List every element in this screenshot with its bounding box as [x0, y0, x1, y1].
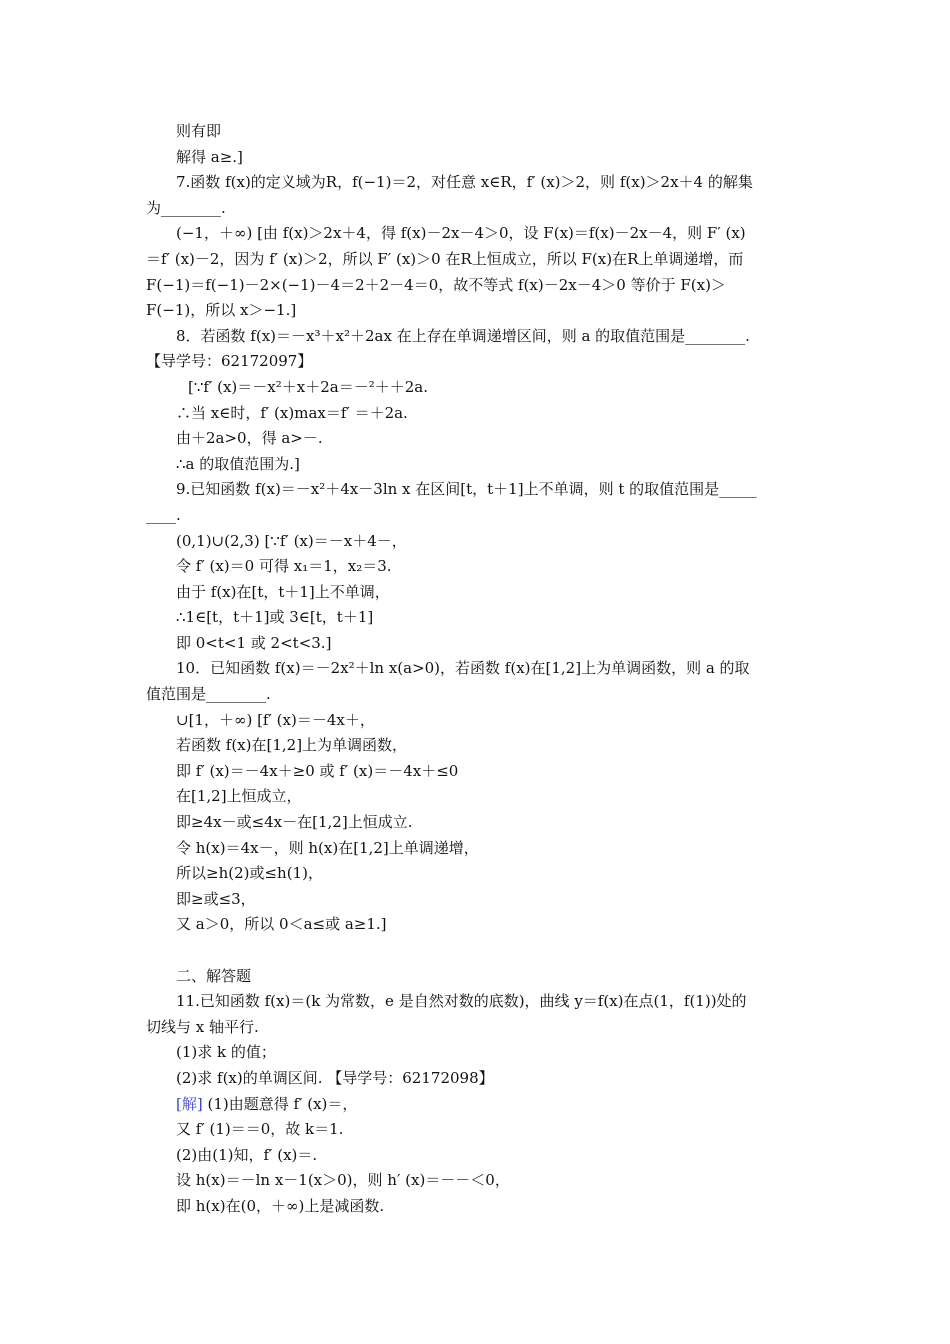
text-line: 由＋2a>0，得 a>－.	[176, 429, 323, 448]
answer-7: (−1，＋∞) [由 f(x)＞2x＋4，得 f(x)－2x－4＞0，设 F(x)＝f(x)－2x－4，则 F′ (x)	[176, 224, 746, 243]
text-line: ____.	[146, 505, 181, 524]
text-line: 令 f′ (x)＝0 可得 x₁＝1，x₂＝3.	[176, 557, 392, 576]
text-line: 设 h(x)＝－ln x－1(x＞0)，则 h′ (x)＝－－＜0，	[176, 1171, 510, 1190]
answer-8: [∵f′ (x)＝－x²＋x＋2a＝－²＋＋2a.	[188, 377, 428, 396]
text-line: (2)求 f(x)的单调区间. 【导学号：62172098】	[176, 1068, 494, 1087]
text-line: ＝f′ (x)－2，因为 f′ (x)＞2，所以 F′ (x)＞0 在R上恒成立，所以 F(x)在R上单调递增，而	[146, 249, 744, 268]
text-line: 在[1,2]上恒成立，	[176, 787, 302, 806]
question-7: 7.函数 f(x)的定义域为R，f(−1)＝2，对任意 x∈R，f′ (x)＞2，则 f(x)＞2x＋4 的解集	[176, 173, 753, 192]
solution-tag: [解]	[176, 1094, 203, 1113]
spacer	[146, 938, 810, 964]
text-line: ∴a 的取值范围为.]	[176, 454, 300, 473]
question-11: 11.已知函数 f(x)＝(k 为常数，e 是自然对数的底数)，曲线 y＝f(x)在点(1，f(1))处的	[176, 992, 747, 1011]
answer-9: (0,1)∪(2,3) [∵f′ (x)＝－x＋4－，	[176, 531, 407, 550]
text-line: 则有即	[176, 122, 222, 140]
document-content	[146, 119, 810, 1220]
guide-number: 【导学号：62172097】	[146, 352, 313, 371]
text-line: ∴当 x∈时，f′ (x)max＝f′ ＝＋2a.	[176, 403, 408, 422]
text-line: 即≥或≤3，	[176, 889, 256, 908]
solution-line	[146, 1092, 810, 1118]
question-8: 8．若函数 f(x)＝－x³＋x²＋2ax 在上存在单调递增区间，则 a 的取值范围是________.	[176, 326, 750, 345]
text-line: 即 0<t<1 或 2<t<3.]	[176, 633, 332, 652]
text-line: F(−1)＝f(−1)－2×(−1)－4＝2＋2－4＝0，故不等式 f(x)－2x－4＞0 等价于 F(x)＞	[146, 275, 726, 294]
text-line: ∴1∈[t，t＋1]或 3∈[t，t＋1]	[176, 608, 374, 627]
text-line: 由于 f(x)在[t，t＋1]上不单调，	[176, 582, 390, 601]
text-line: (1)求 k 的值；	[176, 1043, 276, 1062]
text-line: 令 h(x)＝4x－，则 h(x)在[1,2]上单调递增，	[176, 838, 479, 857]
question-9: 9.已知函数 f(x)＝－x²＋4x－3ln x 在区间[t，t＋1]上不单调，则 t 的取值范围是_____	[176, 480, 757, 499]
text-line: (2)由(1)知，f′ (x)＝.	[176, 1145, 318, 1164]
text-line: 解得 a≥.]	[176, 147, 243, 166]
text-line: 所以≥h(2)或≤h(1)，	[176, 864, 323, 883]
question-10: 10．已知函数 f(x)＝－2x²＋ln x(a>0)，若函数 f(x)在[1,2]上为单调函数，则 a 的取	[176, 659, 750, 678]
text-line: 即 f′ (x)＝－4x＋≥0 或 f′ (x)＝－4x＋≤0	[176, 761, 459, 780]
text-line: 若函数 f(x)在[1,2]上为单调函数，	[176, 736, 408, 755]
section-heading: 二、解答题	[176, 966, 252, 985]
text-line: F(−1)，所以 x＞−1.]	[146, 301, 297, 320]
text-line: 又 a＞0，所以 0＜a≤或 a≥1.]	[176, 915, 387, 934]
answer-10: ∪[1，＋∞) [f′ (x)＝－4x＋，	[176, 710, 375, 729]
solution-text: (1)由题意得 f′ (x)＝，	[207, 1094, 358, 1113]
text-line: 值范围是________.	[146, 685, 271, 704]
text-line: 为________.	[146, 198, 226, 217]
text-line: 即≥4x－或≤4x－在[1,2]上恒成立.	[176, 813, 413, 832]
text-line: 又 f′ (1)＝＝0，故 k＝1.	[176, 1120, 344, 1139]
text-line: 切线与 x 轴平行.	[146, 1017, 259, 1036]
text-line: 即 h(x)在(0，＋∞)上是减函数.	[176, 1196, 385, 1215]
